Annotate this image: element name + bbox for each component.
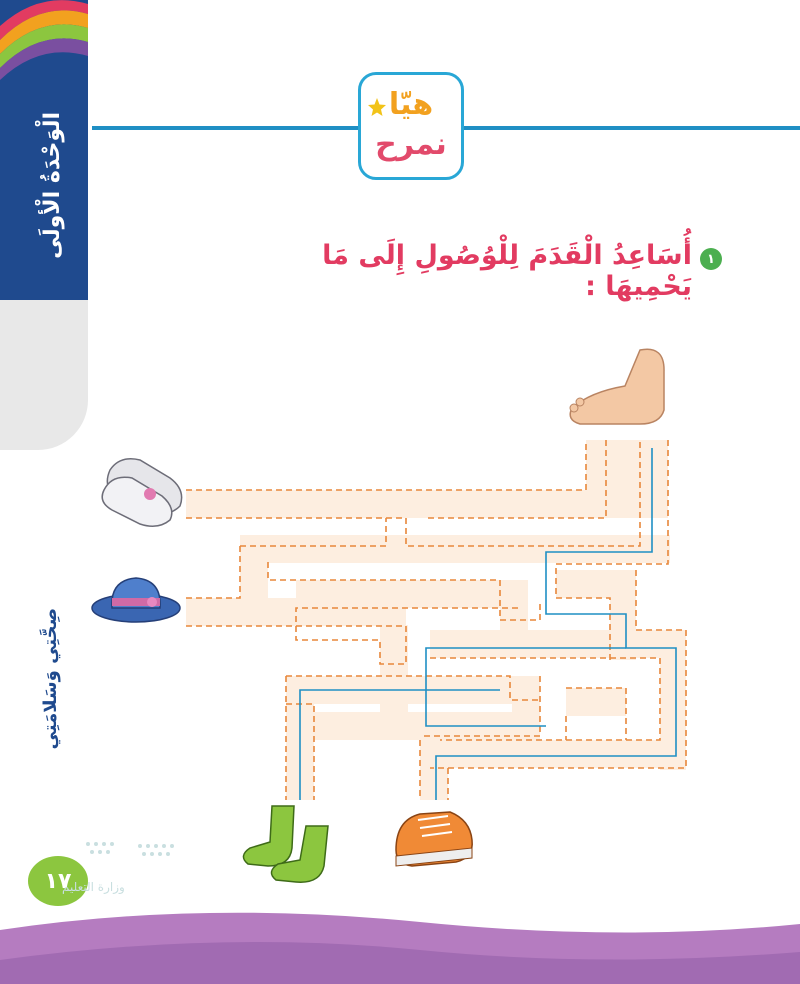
lesson-title: صِحَّتِي وَسَلامَتِي	[40, 608, 61, 750]
gloves-icon	[102, 459, 181, 527]
activity-number: ١	[700, 248, 722, 270]
sneakers-icon	[396, 812, 472, 866]
unit-title: الْوَحْدَةُ الْأولَى	[40, 112, 65, 259]
ministry-logo-icon	[86, 842, 174, 856]
logo-line-2: نمرح	[375, 127, 447, 162]
page-number-badge: ١٧	[28, 856, 88, 906]
foot-icon	[570, 349, 664, 424]
activity-instruction: أُسَاعِدُ الْقَدَمَ لِلْوُصُولِ إِلَى مَا يَحْمِيهَا :	[322, 240, 692, 302]
logo-line-1: هيّا	[388, 87, 434, 122]
ministry-text: وزارة التعليم	[62, 880, 125, 894]
socks-icon	[243, 806, 328, 882]
maze-corridors	[186, 440, 686, 800]
hat-icon	[92, 578, 180, 622]
